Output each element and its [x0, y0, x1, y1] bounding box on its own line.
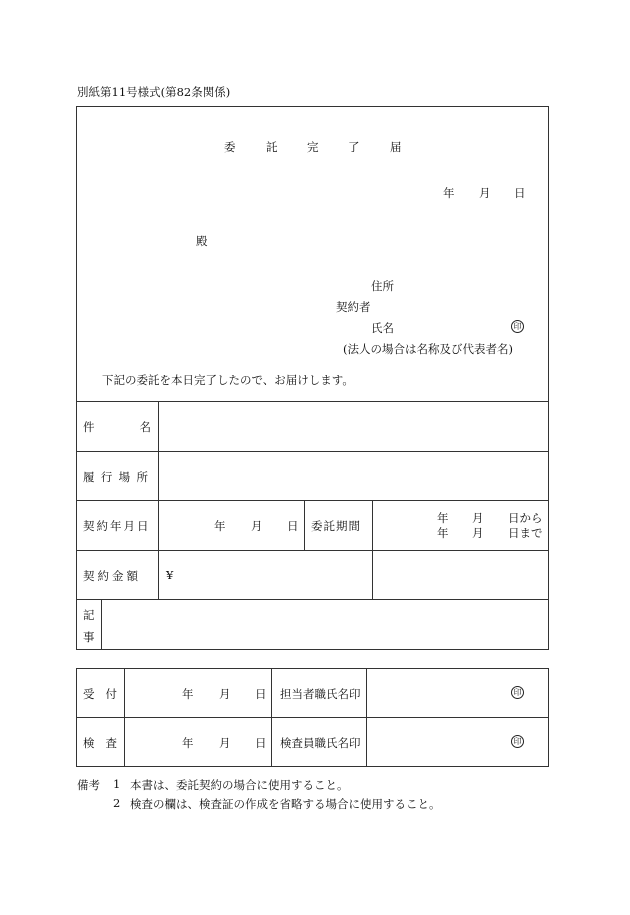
received-label-text: 受付	[83, 687, 117, 701]
seal-icon: 印	[511, 735, 524, 748]
contract-amount-label-text: 契約金額	[83, 569, 141, 583]
contract-amount-value[interactable]	[178, 552, 302, 598]
submit-date-year: 年	[443, 186, 455, 200]
performance-place-label-text: 履行場所	[83, 470, 151, 484]
seal-icon: 印	[511, 686, 524, 699]
table-divider	[158, 401, 159, 599]
title-char: 了	[348, 140, 360, 154]
item-name-label-text: 件 名	[83, 420, 151, 434]
completion-statement: 下記の委託を本日完了したので、お届けします。	[102, 373, 354, 387]
contract-amount-label	[83, 568, 151, 584]
inspected-label	[83, 735, 117, 751]
inspected-date-month: 月	[219, 736, 231, 750]
remarks-field-label-2: 事	[83, 630, 95, 644]
receipt-divider	[124, 668, 125, 767]
receipt-divider	[366, 668, 367, 767]
remark-text: 検査の欄は、検査証の作成を省略する場合に使用すること。	[130, 797, 441, 811]
table-divider	[101, 599, 102, 650]
period-to-year: 年	[437, 526, 449, 540]
submit-date-month: 月	[479, 186, 491, 200]
form-number-header: 別紙第11号様式(第82条関係)	[77, 85, 231, 99]
remarks-field-value[interactable]	[103, 601, 547, 648]
remarks-field-label-1: 記	[83, 608, 95, 622]
item-name-label	[83, 419, 151, 435]
address-label: 住所	[371, 279, 394, 293]
table-divider	[76, 599, 549, 600]
received-date-month: 月	[219, 687, 231, 701]
inspected-label-text: 検査	[83, 736, 117, 750]
corporate-note: (法人の場合は名称及び代表者名)	[343, 342, 513, 356]
period-to-day: 日まで	[508, 526, 543, 540]
inspected-date-day: 日	[255, 736, 267, 750]
item-name-value[interactable]	[160, 403, 547, 449]
submit-date-day: 日	[514, 186, 526, 200]
receipt-divider	[271, 668, 272, 767]
remark-text: 本書は、委託契約の場合に使用すること。	[130, 778, 349, 792]
title-char: 委	[224, 140, 236, 154]
name-label: 氏名	[371, 321, 394, 335]
contract-date-day: 日	[287, 519, 299, 533]
inspector-sign-label: 検査員職氏名印	[280, 736, 361, 750]
period-to-month: 月	[472, 526, 484, 540]
contract-date-label-text: 契約年月日	[83, 519, 151, 533]
remark-number: 2	[113, 796, 121, 810]
received-date-day: 日	[255, 687, 267, 701]
period-from-day: 日から	[508, 511, 543, 525]
remark-number: 1	[113, 777, 121, 791]
remarks-label: 備考	[77, 778, 100, 792]
table-divider	[76, 401, 549, 402]
received-date-year: 年	[182, 687, 194, 701]
table-divider	[372, 500, 373, 599]
performance-place-value[interactable]	[160, 453, 547, 499]
addressee-honorific: 殿	[196, 234, 208, 248]
inspected-date-year: 年	[182, 736, 194, 750]
contract-date-year: 年	[214, 519, 226, 533]
contract-date-label	[83, 518, 151, 534]
receipt-divider	[76, 717, 549, 718]
title-char: 完	[307, 140, 319, 154]
table-divider	[76, 451, 549, 452]
performance-place-label	[83, 469, 151, 485]
staff-sign-label: 担当者職氏名印	[280, 687, 361, 701]
title-char: 託	[266, 140, 278, 154]
yen-symbol: ¥	[166, 568, 174, 582]
table-divider	[76, 550, 549, 551]
contractor-label: 契約者	[336, 300, 371, 314]
contract-period-label: 委託期間	[311, 519, 361, 533]
contract-date-month: 月	[251, 519, 263, 533]
table-divider	[76, 500, 549, 501]
period-from-month: 月	[472, 511, 484, 525]
period-from-year: 年	[437, 511, 449, 525]
seal-icon: 印	[511, 320, 524, 333]
title-char: 届	[390, 140, 402, 154]
table-divider	[304, 500, 305, 550]
received-label	[83, 686, 117, 702]
